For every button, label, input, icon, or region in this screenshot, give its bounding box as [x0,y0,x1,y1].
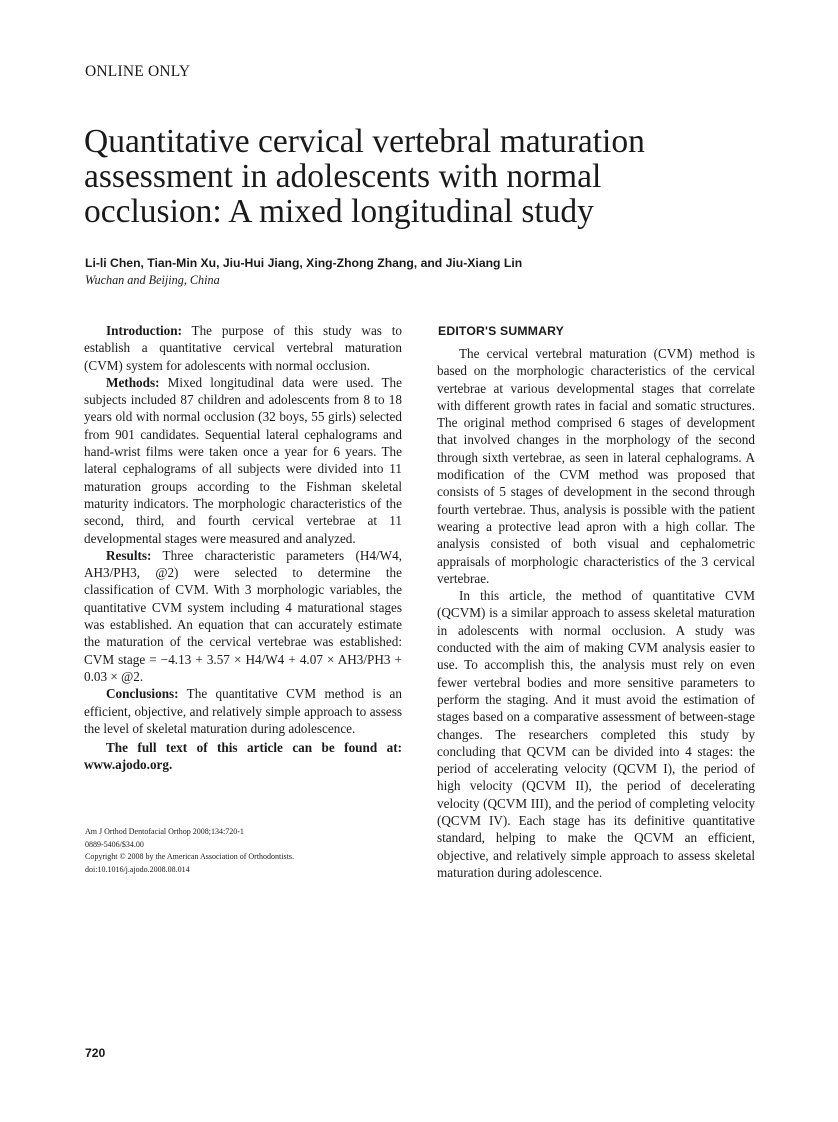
title-line: occlusion: A mixed longitudinal study [84,193,594,230]
editors-summary-paragraph: The cervical vertebral maturation (CVM) method is based on the morphologic characteristics of the cervical vertebrae at various developmental stages that correlate with different growth rates in facial and somatic structures. The original method comprised 6 stages of development that involved changes in the morphology of the second through sixth vertebrae, as seen in lateral cephalograms. A modification of the CVM method was proposed that consists of 5 stages of development in the second through fourth vertebrae. Thus, analysis is possible with the patient wearing a protective lead apron with a high collar. The analysis consisted of both visual and cephalometric appraisals of morphologic characteristics of the 3 cervical vertebrae. [437,346,755,586]
results-label: Results: [106,547,152,563]
introduction-label: Introduction: [106,323,182,338]
article-title [84,124,774,229]
methods-label: Methods: [106,374,160,390]
full-text-notice [84,739,402,774]
full-text-notice-text: The full text of this article can be found at: [106,740,402,756]
citation-block [85,826,403,876]
abstract [84,322,402,774]
author-list: Li-li Chen, Tian-Min Xu, Jiu-Hui Jiang, Xing-Zhong Zhang, and Jiu-Xiang Lin [85,256,523,270]
methods-text: Mixed longitudinal data were used. The subjects included 87 children and adolescents from 8 to 18 years old with normal occlusion (32 boys, 55 girls) selected from 901 candidates. Sequential lateral cephalograms and hand-wrist films were taken once a year for 6 years. The lateral cephalograms of all subjects were divided into 11 maturation groups according to the Fishman skeletal maturity indicators. The morphologic characteristics of the second, third, and fourth cervical vertebrae at 11 developmental stages were measured and analyzed. [84,374,402,546]
abstract-conclusions [84,685,402,737]
full-text-link[interactable]: www.ajodo.org. [84,757,173,773]
journal-citation: Am J Orthod Dentofacial Orthop 2008;134:720-1 [85,827,244,836]
page-number: 720 [85,1046,106,1060]
editors-summary [437,345,755,881]
affiliation: Wuchan and Beijing, China [85,273,220,287]
results-text: Three characteristic parameters (H4/W4, AH3/PH3, @2) were selected to determine the classification of CVM. With 3 morphologic variables, the quantitative CVM system including 4 maturational stages was established. An equation that can accurately estimate the maturation of the cervical vertebrae was established: CVM stage = −4.13 + 3.57 × H4/W4 + 4.07 × AH3/PH3 + 0.03 × @2. [84,547,402,684]
doi: doi:10.1016/j.ajodo.2008.08.014 [85,864,190,874]
abstract-methods [84,374,402,547]
introduction-text: The purpose of this study was to establish a quantitative cervical vertebral maturation (CVM) system for adolescents with normal occlusion. [84,323,402,373]
title-line: Quantitative cervical vertebral maturation [84,123,645,160]
title-line: assessment in adolescents with normal [84,158,602,195]
conclusions-text: The quantitative CVM method is an efficient, objective, and relatively simple approach to assess the level of skeletal maturation during adolescence. [84,686,402,736]
conclusions-label: Conclusions: [106,686,179,702]
editors-summary-paragraph: In this article, the method of quantitative CVM (QCVM) is a similar approach to assess skeletal maturation in adolescents with normal occlusion. A study was conducted with the aim of making CVM analysis easier to use. To accomplish this, the analysis must rely on even fewer vertebral bodies and more sensitive parameters to perform the staging. And it must avoid the estimation of stages based on a comparative assessment of between-stage changes. The researchers completed this study by concluding that QCVM can be divided into 4 stages: the period of accelerating velocity (QCVM I), the period of high velocity (QCVM II), the period of decelerating velocity (QCVM III), and the period of completing velocity (QCVM IV). Each stage has its definitive quantitative standard, helping to make the QCVM an efficient, objective, and relatively simple approach to assess skeletal maturation during adolescence. [437,588,755,880]
abstract-results [84,547,402,685]
issn-price: 0889-5406/$34.00 [85,839,144,849]
copyright-notice: Copyright © 2008 by the American Association of Orthodontists. [85,852,294,862]
section-label: ONLINE ONLY [85,63,191,80]
abstract-introduction [84,322,402,374]
editors-summary-heading: EDITOR'S SUMMARY [438,324,564,338]
